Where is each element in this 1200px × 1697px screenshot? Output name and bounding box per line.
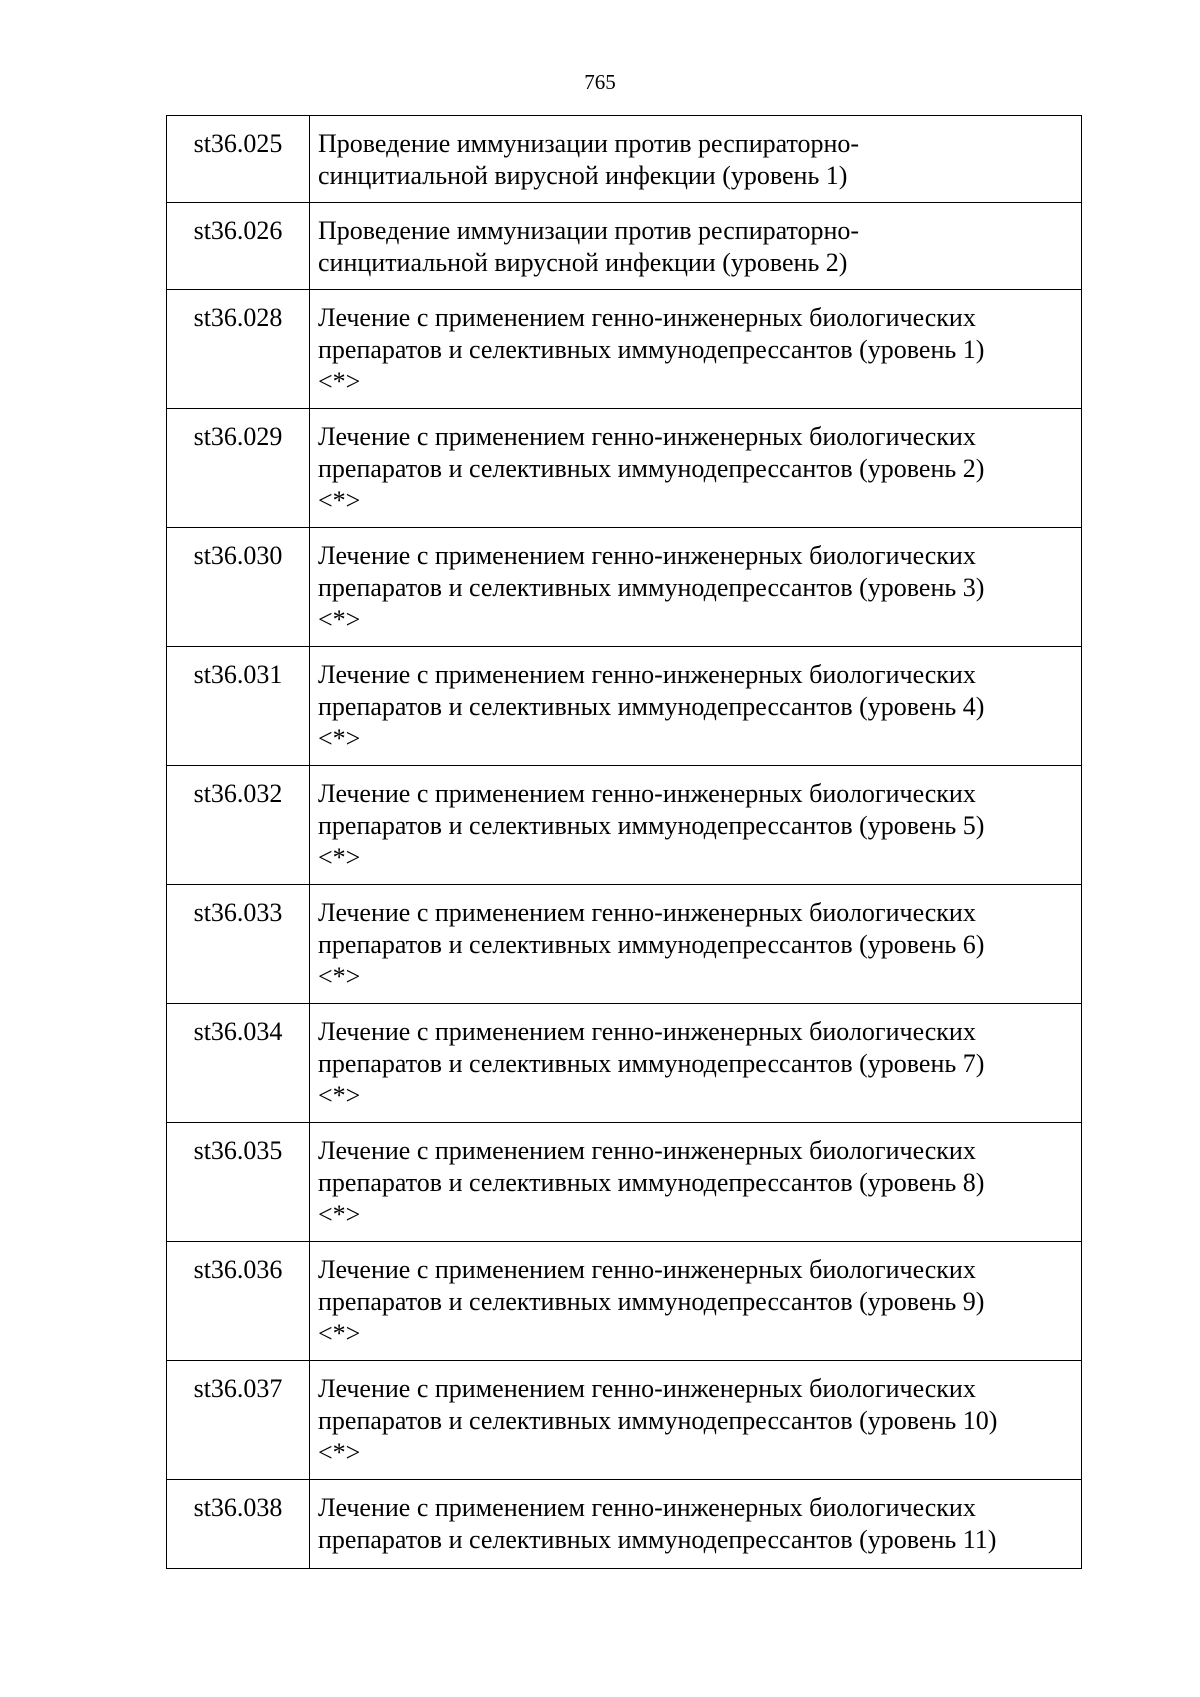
description-line: Лечение с применением генно-инженерных биологических: [318, 541, 976, 570]
description-line: Лечение с применением генно-инженерных биологических: [318, 303, 976, 332]
description-line: Лечение с применением генно-инженерных биологических: [318, 1255, 976, 1284]
description-line: препаратов и селективных иммунодепрессантов (уровень 1): [318, 335, 985, 364]
code-cell: st36.030: [167, 528, 310, 647]
description-cell: [310, 528, 1082, 647]
codes-table: [166, 115, 1082, 1569]
description-cell: [310, 409, 1082, 528]
description-line: препаратов и селективных иммунодепрессантов (уровень 11): [318, 1525, 997, 1554]
table-row: [167, 885, 1082, 1004]
code-cell: st36.028: [167, 290, 310, 409]
description-line: <*>: [318, 1200, 361, 1229]
page-number: 765: [584, 70, 616, 94]
description-cell: [310, 885, 1082, 1004]
table-row: [167, 409, 1082, 528]
description-cell: [310, 203, 1082, 290]
description-cell: [310, 290, 1082, 409]
description-line: <*>: [318, 1081, 361, 1110]
description-line: синцитиальной вирусной инфекции (уровень 2): [318, 248, 848, 277]
description-line: препаратов и селективных иммунодепрессантов (уровень 2): [318, 454, 985, 483]
description-line: Лечение с применением генно-инженерных биологических: [318, 779, 976, 808]
table-row: [167, 203, 1082, 290]
description-cell: [310, 1361, 1082, 1480]
description-line: препаратов и селективных иммунодепрессантов (уровень 3): [318, 573, 985, 602]
description-line: препаратов и селективных иммунодепрессантов (уровень 9): [318, 1287, 985, 1316]
table-row: [167, 766, 1082, 885]
table-row: [167, 1480, 1082, 1569]
description-line: <*>: [318, 367, 361, 396]
description-line: синцитиальной вирусной инфекции (уровень 1): [318, 161, 848, 190]
code-cell: st36.035: [167, 1123, 310, 1242]
code-cell: st36.036: [167, 1242, 310, 1361]
code-cell: st36.037: [167, 1361, 310, 1480]
code-cell: st36.025: [167, 116, 310, 203]
description-line: <*>: [318, 962, 361, 991]
table-row: [167, 290, 1082, 409]
description-line: Проведение иммунизации против респираторно-: [318, 129, 860, 158]
description-line: <*>: [318, 1438, 361, 1467]
description-line: Лечение с применением генно-инженерных биологических: [318, 660, 976, 689]
description-line: препаратов и селективных иммунодепрессантов (уровень 6): [318, 930, 985, 959]
code-cell: st36.029: [167, 409, 310, 528]
description-line: <*>: [318, 724, 361, 753]
description-cell: [310, 1480, 1082, 1569]
description-cell: [310, 1004, 1082, 1123]
description-line: <*>: [318, 1319, 361, 1348]
table-row: [167, 528, 1082, 647]
description-line: Лечение с применением генно-инженерных биологических: [318, 1136, 976, 1165]
table-row: [167, 647, 1082, 766]
description-line: <*>: [318, 605, 361, 634]
description-cell: [310, 766, 1082, 885]
description-line: Проведение иммунизации против респираторно-: [318, 216, 860, 245]
description-line: Лечение с применением генно-инженерных биологических: [318, 1493, 976, 1522]
code-cell: st36.031: [167, 647, 310, 766]
description-line: препаратов и селективных иммунодепрессантов (уровень 5): [318, 811, 985, 840]
description-line: препаратов и селективных иммунодепрессантов (уровень 7): [318, 1049, 985, 1078]
table-row: [167, 1361, 1082, 1480]
description-line: препаратов и селективных иммунодепрессантов (уровень 8): [318, 1168, 985, 1197]
code-cell: st36.034: [167, 1004, 310, 1123]
description-line: препаратов и селективных иммунодепрессантов (уровень 4): [318, 692, 985, 721]
description-line: <*>: [318, 486, 361, 515]
code-cell: st36.033: [167, 885, 310, 1004]
description-cell: [310, 116, 1082, 203]
table-row: [167, 116, 1082, 203]
description-cell: [310, 1242, 1082, 1361]
table-row: [167, 1242, 1082, 1361]
description-cell: [310, 1123, 1082, 1242]
code-cell: st36.038: [167, 1480, 310, 1569]
description-line: <*>: [318, 843, 361, 872]
code-cell: st36.032: [167, 766, 310, 885]
description-line: Лечение с применением генно-инженерных биологических: [318, 422, 976, 451]
table-row: [167, 1004, 1082, 1123]
description-line: препаратов и селективных иммунодепрессантов (уровень 10): [318, 1406, 998, 1435]
description-cell: [310, 647, 1082, 766]
table-row: [167, 1123, 1082, 1242]
code-cell: st36.026: [167, 203, 310, 290]
description-line: Лечение с применением генно-инженерных биологических: [318, 898, 976, 927]
description-line: Лечение с применением генно-инженерных биологических: [318, 1374, 976, 1403]
description-line: Лечение с применением генно-инженерных биологических: [318, 1017, 976, 1046]
